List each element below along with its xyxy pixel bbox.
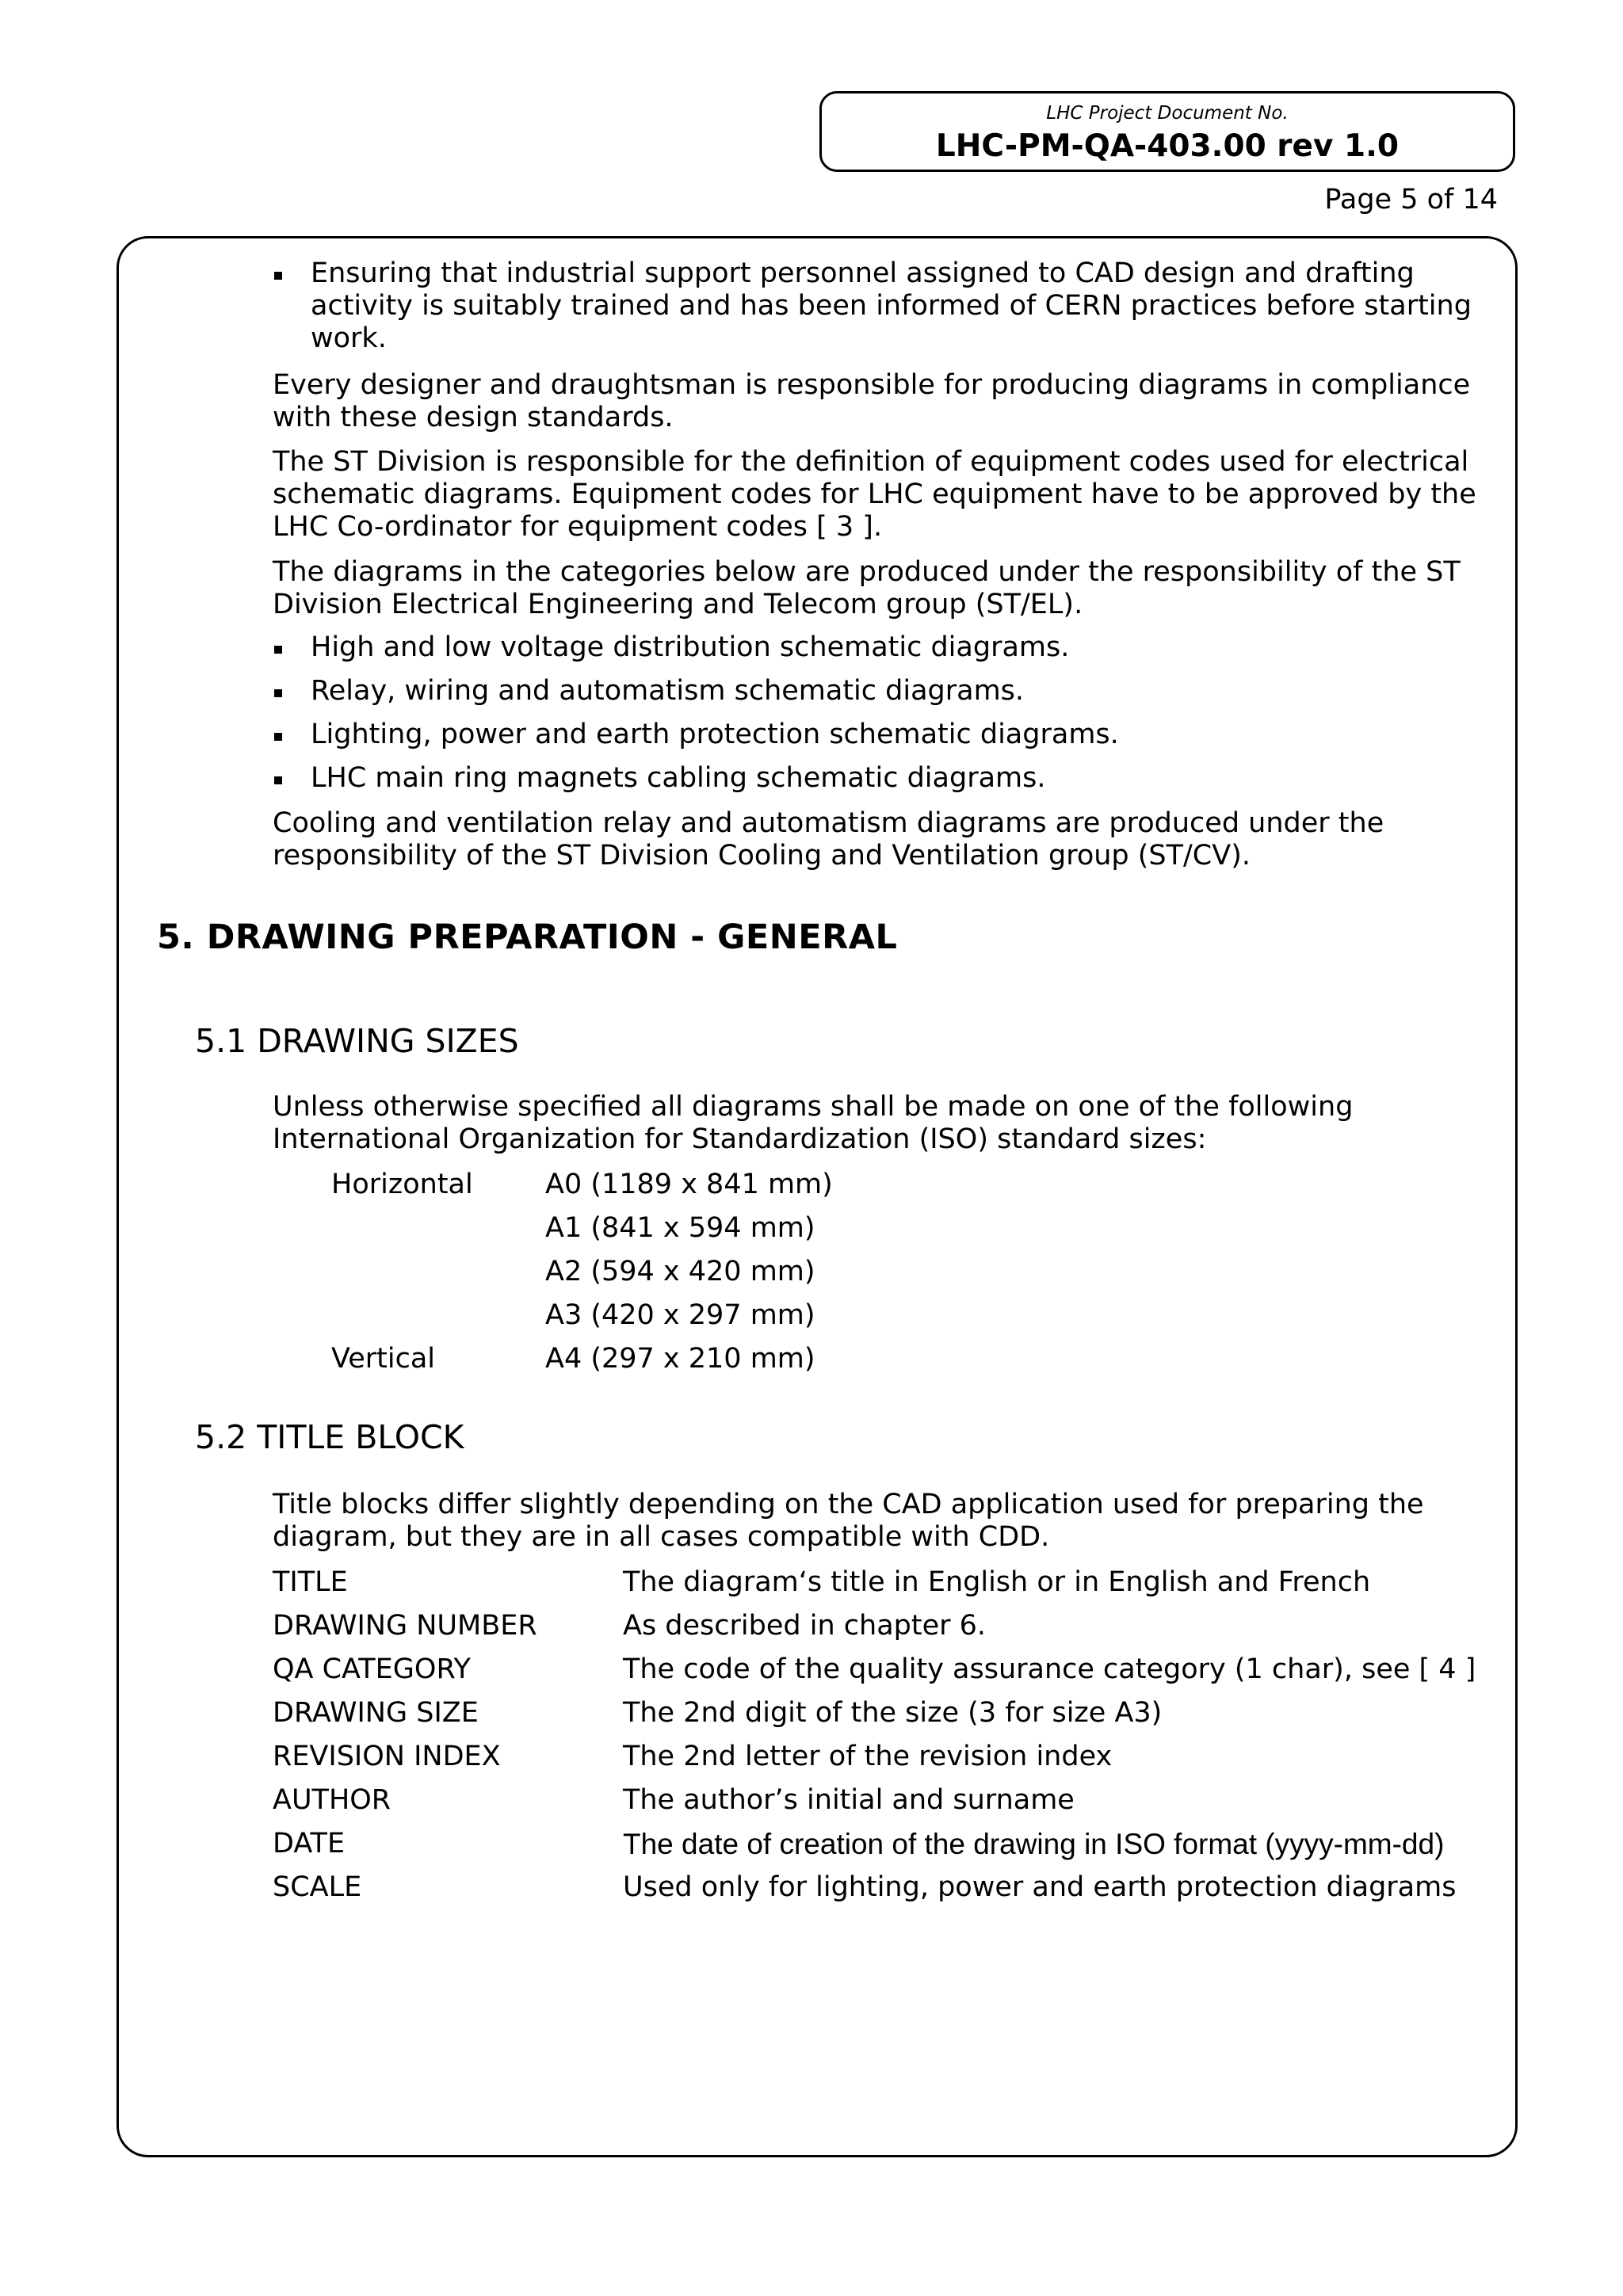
paragraph-line: responsibility of the ST Division Cooling and Ventilation group (ST/CV). <box>273 840 1251 871</box>
bullet-line: Ensuring that industrial support personnel assigned to CAD design and drafting <box>311 257 1415 289</box>
list-item: High and low voltage distribution schematic diagrams. <box>311 631 1070 663</box>
size-orientation: Horizontal <box>331 1169 473 1200</box>
paragraph-line: Unless otherwise specified all diagrams shall be made on one of the following <box>273 1091 1354 1123</box>
field-description: The code of the quality assurance category (1 char), see [ 4 ] <box>623 1653 1476 1685</box>
document-number-box <box>819 91 1515 172</box>
field-description: The 2nd digit of the size (3 for size A3) <box>623 1697 1163 1729</box>
size-value: A4 (297 x 210 mm) <box>545 1343 815 1375</box>
bullet-icon <box>274 272 282 280</box>
size-value: A2 (594 x 420 mm) <box>545 1256 815 1287</box>
document-number-label: LHC Project Document No. <box>1046 103 1289 124</box>
paragraph-line: diagram, but they are in all cases compatible with CDD. <box>273 1521 1050 1553</box>
list-item: LHC main ring magnets cabling schematic diagrams. <box>311 762 1046 794</box>
paragraph-line: with these design standards. <box>273 402 674 433</box>
page-number: Page 5 of 14 <box>1324 184 1498 215</box>
field-name: TITLE <box>273 1566 348 1598</box>
paragraph-line: Title blocks differ slightly depending on the CAD application used for preparing the <box>273 1489 1424 1520</box>
field-description: As described in chapter 6. <box>623 1610 987 1642</box>
paragraph-line: Division Electrical Engineering and Telecom group (ST/EL). <box>273 589 1083 620</box>
field-name: QA CATEGORY <box>273 1653 471 1685</box>
subsection-heading: 5.2 TITLE BLOCK <box>195 1418 464 1456</box>
paragraph-line: schematic diagrams. Equipment codes for LHC equipment have to be approved by the <box>273 479 1476 510</box>
paragraph-line: The diagrams in the categories below are produced under the responsibility of the ST <box>273 556 1461 588</box>
field-description: The diagram‘s title in English or in English and French <box>623 1566 1371 1598</box>
field-name: DATE <box>273 1828 346 1859</box>
paragraph-line: LHC Co-ordinator for equipment codes [ 3 ]. <box>273 511 883 543</box>
field-description: The 2nd letter of the revision index <box>623 1741 1113 1772</box>
bullet-icon <box>274 776 282 784</box>
paragraph-line: Cooling and ventilation relay and automatism diagrams are produced under the <box>273 807 1384 839</box>
bullet-line: work. <box>311 322 387 354</box>
field-name: SCALE <box>273 1871 362 1903</box>
size-orientation: Vertical <box>331 1343 436 1375</box>
section-heading: 5. DRAWING PREPARATION - GENERAL <box>157 917 898 957</box>
size-value: A1 (841 x 594 mm) <box>545 1212 815 1244</box>
size-value: A0 (1189 x 841 mm) <box>545 1169 833 1200</box>
paragraph-line: Every designer and draughtsman is responsible for producing diagrams in compliance <box>273 369 1471 401</box>
subsection-heading: 5.1 DRAWING SIZES <box>195 1022 519 1060</box>
document-number: LHC-PM-QA-403.00 rev 1.0 <box>935 128 1400 164</box>
bullet-icon <box>274 733 282 741</box>
field-name: REVISION INDEX <box>273 1741 501 1772</box>
list-item: Relay, wiring and automatism schematic diagrams. <box>311 675 1025 707</box>
list-item: Lighting, power and earth protection schematic diagrams. <box>311 719 1119 750</box>
paragraph-line: The ST Division is responsible for the definition of equipment codes used for electrical <box>273 446 1469 478</box>
field-description: Used only for lighting, power and earth protection diagrams <box>623 1871 1457 1903</box>
size-value: A3 (420 x 297 mm) <box>545 1299 815 1331</box>
field-name: DRAWING SIZE <box>273 1697 479 1729</box>
bullet-icon <box>274 689 282 697</box>
paragraph-line: International Organization for Standardization (ISO) standard sizes: <box>273 1123 1207 1155</box>
bullet-line: activity is suitably trained and has been informed of CERN practices before starting <box>311 290 1472 322</box>
field-name: AUTHOR <box>273 1784 391 1816</box>
field-name: DRAWING NUMBER <box>273 1610 537 1642</box>
field-description: The author’s initial and surname <box>623 1784 1075 1816</box>
field-description: The date of creation of the drawing in ISO format (yyyy-mm-dd) <box>623 1828 1445 1860</box>
bullet-icon <box>274 646 282 654</box>
